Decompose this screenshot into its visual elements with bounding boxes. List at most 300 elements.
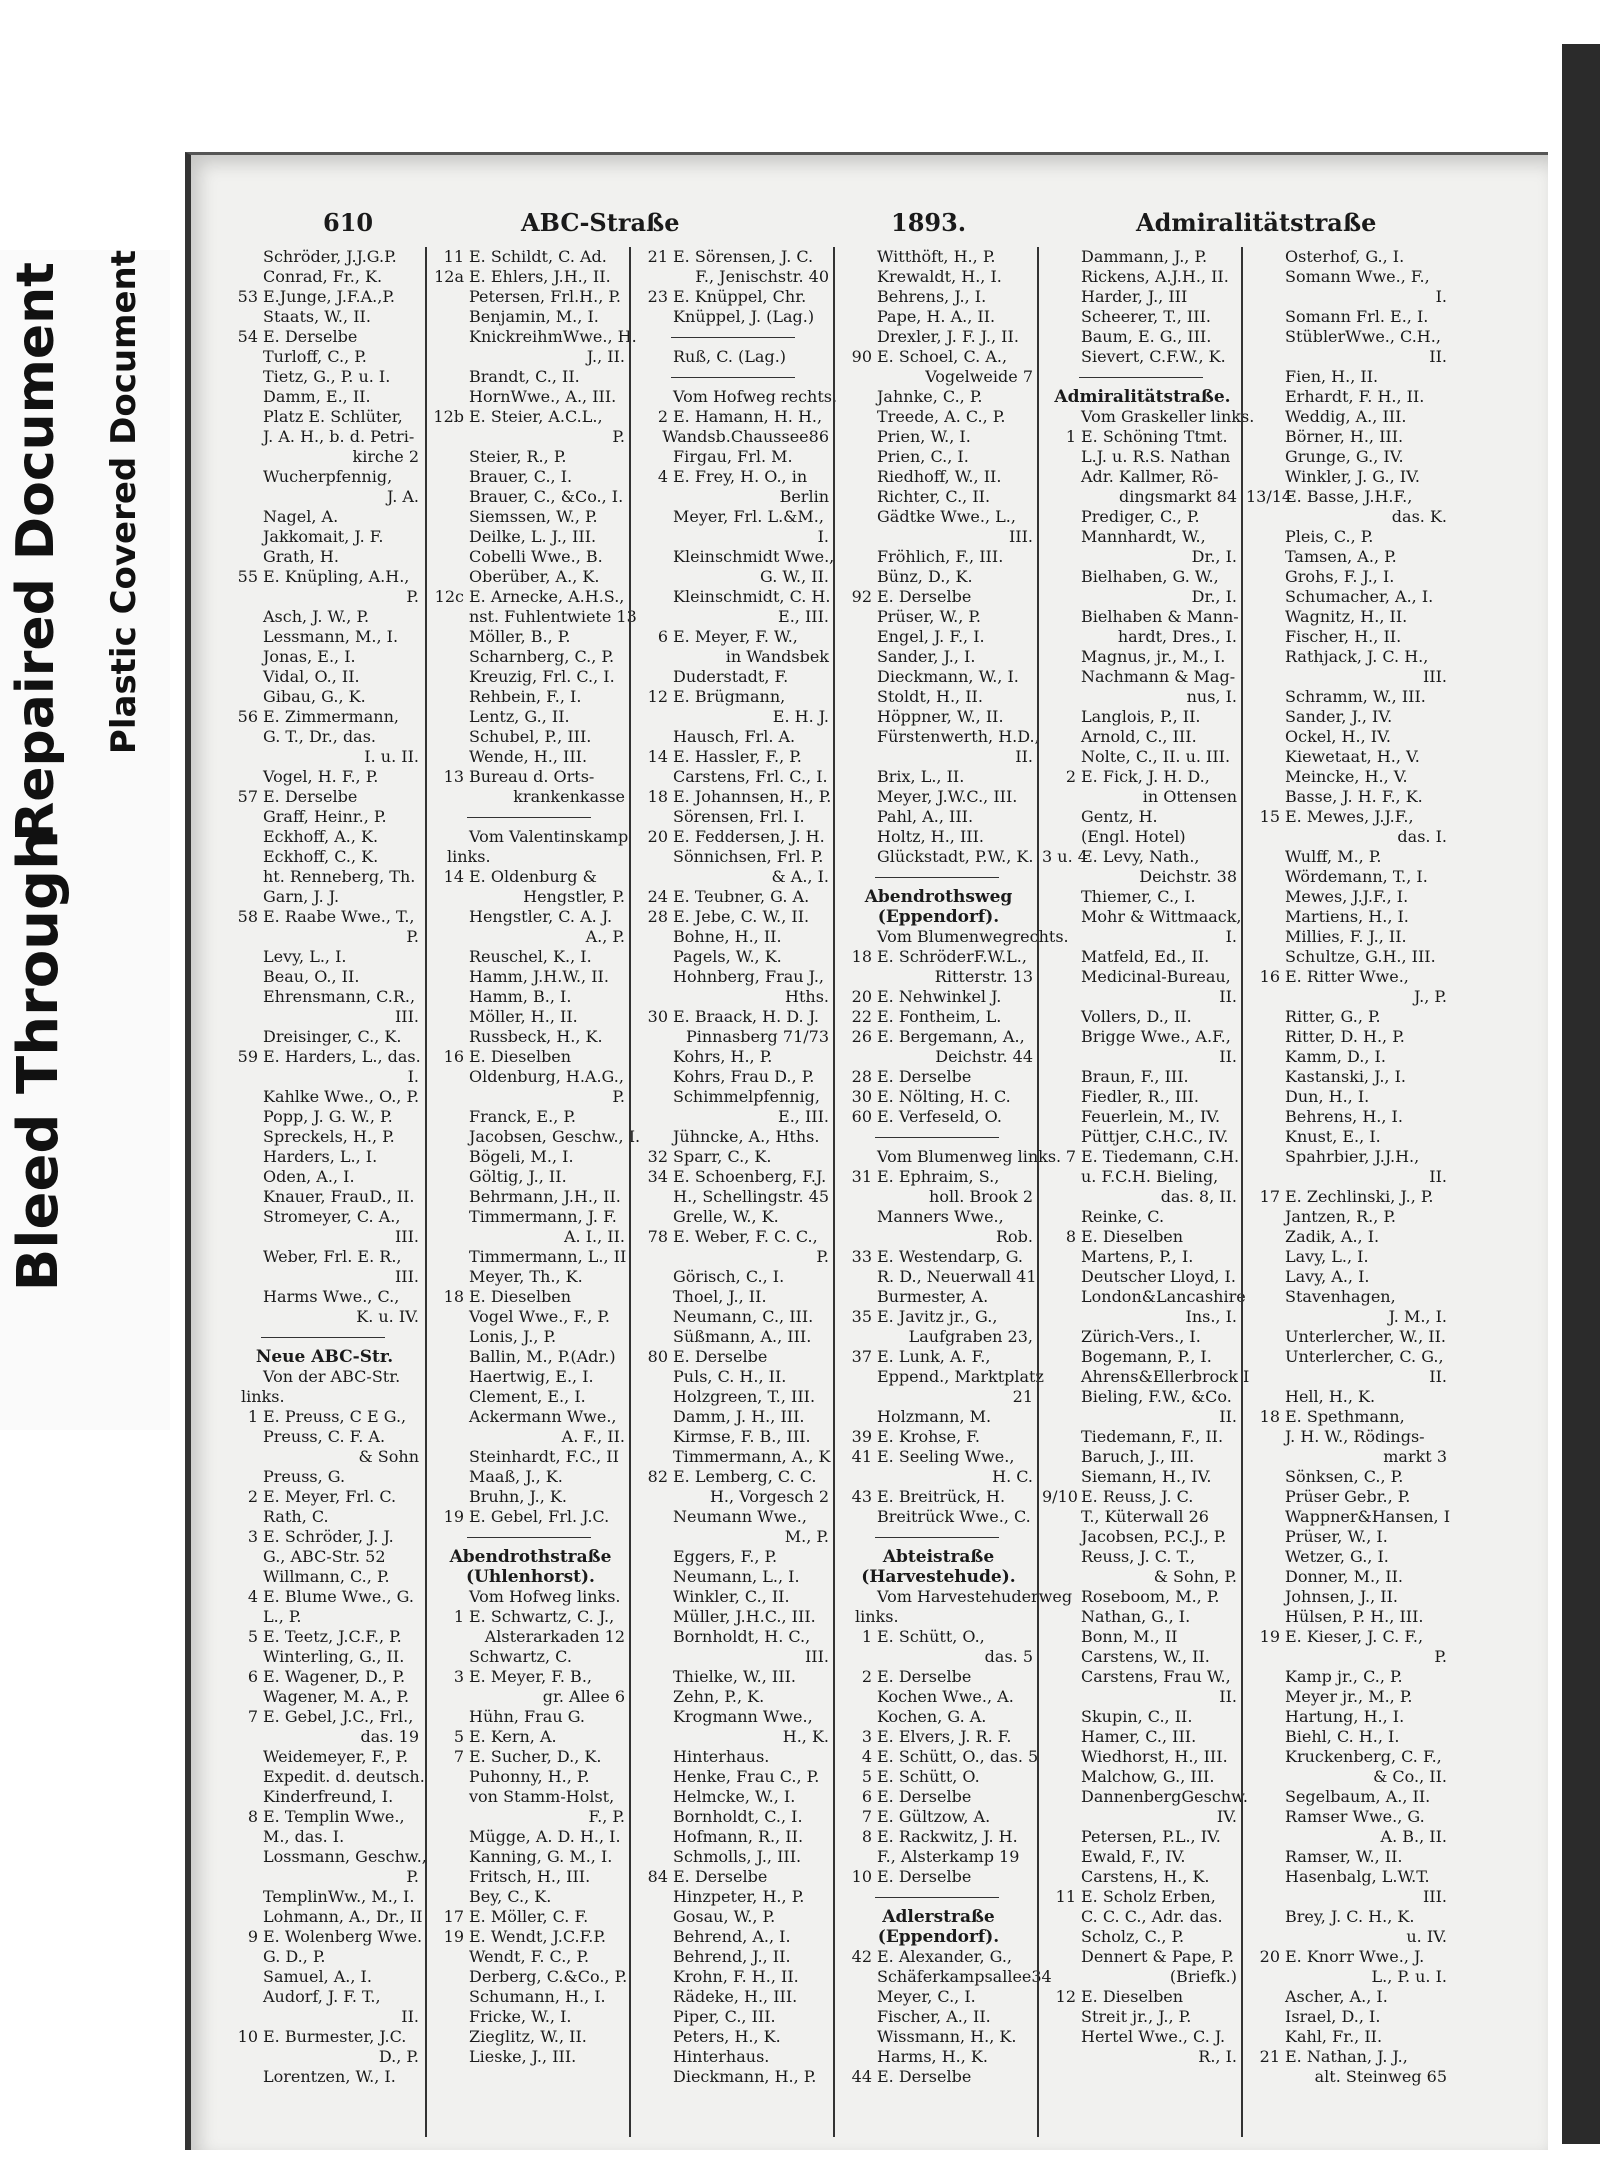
directory-entry: [631, 587, 835, 607]
directory-entry: [631, 1827, 835, 1847]
entry-text: A. I., II.: [563, 1227, 625, 1246]
directory-entry: [427, 407, 631, 427]
directory-entry: [835, 1087, 1039, 1107]
entry-continuation: [1243, 2067, 1453, 2087]
entry-text: HornWwe., A., III.: [469, 387, 617, 406]
entry-text: gr. Allee 6: [542, 1687, 625, 1706]
entry-text: E. Dieselben: [469, 1047, 572, 1066]
directory-entry: [427, 1587, 631, 1607]
entry-text: Höppner, W., II.: [877, 707, 1004, 726]
entry-continuation: [631, 267, 835, 287]
directory-entry: [1039, 1087, 1243, 1107]
directory-entry: [835, 1107, 1039, 1127]
entry-text: Preuss, G.: [263, 1467, 346, 1486]
entry-text: Sander, J., I.: [877, 647, 976, 666]
entry-text: Rathjack, J. C. H.,: [1285, 647, 1429, 666]
entry-text: Fien, H., II.: [1285, 367, 1379, 386]
directory-entry: [1243, 327, 1453, 347]
directory-entry: [835, 1687, 1039, 1707]
house-number: 9/10: [1042, 1487, 1078, 1506]
entry-continuation: [631, 867, 835, 887]
directory-entry: [631, 1327, 835, 1347]
entry-text: E. Brügmann,: [673, 687, 786, 706]
entry-text: Meyer, Frl. L.&M.,: [673, 507, 824, 526]
directory-entry: [631, 1007, 835, 1027]
entry-continuation: [1243, 667, 1453, 687]
directory-entry: [1039, 307, 1243, 327]
directory-entry: [835, 1447, 1039, 1467]
house-number: 30: [647, 1007, 668, 1026]
directory-entry: [835, 1947, 1039, 1967]
entry-text: Süßmann, A., III.: [673, 1327, 812, 1346]
entry-text: Ritter, G., P.: [1285, 1007, 1381, 1026]
entry-text: Meyer, Th., K.: [469, 1267, 583, 1286]
house-number: 90: [851, 347, 872, 366]
entry-text: Möller, B., P.: [469, 627, 571, 646]
directory-entry: [221, 1107, 425, 1127]
directory-entry: [427, 667, 631, 687]
entry-continuation: [221, 2047, 425, 2067]
directory-entry: [835, 447, 1039, 467]
entry-text: Wetzer, G., I.: [1285, 1547, 1389, 1566]
house-number: 2: [1065, 767, 1076, 786]
entry-continuation: [835, 1047, 1039, 1067]
directory-entry: [835, 1867, 1039, 1887]
directory-entry: [221, 1627, 425, 1647]
entry-text: Firgau, Frl. M.: [673, 447, 793, 466]
house-number: 37: [851, 1347, 872, 1366]
entry-text: Spahrbier, J.J.H.,: [1285, 1147, 1420, 1166]
entry-text: F., Alsterkamp 19: [877, 1847, 1020, 1866]
entry-text: E. Raabe Wwe., T.,: [263, 907, 415, 926]
entry-text: Somann Frl. E., I.: [1285, 307, 1429, 326]
entry-continuation: [631, 1247, 835, 1267]
entry-continuation: [427, 1627, 631, 1647]
entry-text: Brandt, C., II.: [469, 367, 580, 386]
directory-entry: [221, 947, 425, 967]
directory-entry: [631, 1947, 835, 1967]
house-number: 6: [247, 1667, 258, 1686]
directory-entry: [835, 927, 1069, 947]
entry-text: II.: [1429, 347, 1447, 366]
directory-entry: [631, 1587, 835, 1607]
entry-continuation: [1243, 1827, 1453, 1847]
entry-text: Wende, H., III.: [469, 747, 588, 766]
entry-text: II.: [1429, 1367, 1447, 1386]
directory-entry: [835, 1707, 1039, 1727]
entry-text: Fritsch, H., III.: [469, 1867, 591, 1886]
entry-text: Weidemeyer, F., P.: [263, 1747, 409, 1766]
directory-entry: [631, 667, 835, 687]
directory-entry: [1039, 1847, 1243, 1867]
entry-text: Harder, J., III: [1081, 287, 1188, 306]
entry-text: E. Fick, J. H. D.,: [1081, 767, 1210, 786]
entry-text: E. Meyer, F. B.,: [469, 1667, 592, 1686]
directory-entry: [1039, 1267, 1243, 1287]
entry-text: Helmcke, W., I.: [673, 1787, 796, 1806]
entry-text: E. Ephraim, S.,: [877, 1167, 1000, 1186]
entry-text: Feuerlein, M., IV.: [1081, 1107, 1221, 1126]
house-number: 43: [851, 1487, 872, 1506]
entry-text: Vom Harvestehuderweg: [877, 1587, 1073, 1606]
entry-text: Fröhlich, F., III.: [877, 547, 1004, 566]
directory-entry: [221, 367, 425, 387]
entry-text: Baruch, J., III.: [1081, 1447, 1195, 1466]
directory-entry: [1039, 1387, 1243, 1407]
directory-entry: [835, 327, 1039, 347]
directory-entry: [631, 1307, 835, 1327]
directory-entry: [221, 707, 425, 727]
directory-entry: [221, 1687, 425, 1707]
entry-text: Braun, F., III.: [1081, 1067, 1189, 1086]
entry-text: von Stamm-Holst,: [469, 1787, 615, 1806]
house-number: 2: [657, 407, 668, 426]
entry-text: E. Dieselben: [469, 1287, 572, 1306]
directory-entry: [1039, 1827, 1243, 1847]
directory-entry: [1243, 1667, 1453, 1687]
entry-text: Krogmann Wwe.,: [673, 1707, 813, 1726]
directory-entry: [221, 307, 425, 327]
entry-text: E. Schwartz, C. J.,: [469, 1607, 615, 1626]
entry-text: Grath, H.: [263, 547, 339, 566]
entry-text: E. Nathan, J. J.,: [1285, 2047, 1408, 2066]
directory-entry: [1039, 347, 1243, 367]
directory-column-5: [1037, 247, 1255, 2137]
house-number: 17: [443, 1907, 464, 1926]
house-number: 58: [237, 907, 258, 926]
entry-text: E. Frey, H. O., in: [673, 467, 808, 486]
directory-entry: [1039, 247, 1243, 267]
directory-entry: [1243, 467, 1453, 487]
directory-entry: [631, 1687, 835, 1707]
section-divider: [467, 1527, 591, 1538]
directory-entry: [1039, 827, 1243, 847]
directory-entry: [1039, 1707, 1243, 1727]
section-divider: [875, 1527, 999, 1538]
entry-text: Lonis, J., P.: [469, 1327, 557, 1346]
entry-text: Wappner&Hansen, I: [1285, 1507, 1451, 1526]
entry-text: III.: [1008, 527, 1033, 546]
entry-text: III.: [394, 1227, 419, 1246]
directory-entry: [835, 1667, 1039, 1687]
house-number: 3: [453, 1667, 464, 1686]
directory-entry: [1039, 1727, 1243, 1747]
entry-text: kirche 2: [352, 447, 419, 466]
entry-text: II.: [1015, 747, 1033, 766]
directory-entry: [1039, 847, 1243, 867]
directory-entry: [221, 967, 425, 987]
entry-text: Prüser, W., I.: [1285, 1527, 1388, 1546]
directory-entry: [1039, 1547, 1243, 1567]
directory-entry: [835, 2007, 1039, 2027]
entry-text: holl. Brook 2: [929, 1187, 1033, 1206]
directory-entry: [221, 1967, 425, 1987]
entry-text: Hülsen, P. H., III.: [1285, 1607, 1424, 1626]
house-number: 84: [647, 1867, 668, 1886]
directory-entry: [1243, 1007, 1453, 1027]
entry-text: in Ottensen: [1142, 787, 1237, 806]
house-number: 18: [1259, 1407, 1280, 1426]
directory-entry: [221, 347, 425, 367]
directory-entry: [1039, 1127, 1243, 1147]
directory-entry: [631, 1147, 835, 1167]
directory-entry: [835, 1787, 1039, 1807]
house-number: 3: [247, 1527, 258, 1546]
entry-text: E. SchröderF.W.L.,: [877, 947, 1027, 966]
directory-entry: [427, 1107, 631, 1127]
directory-entry: [631, 467, 835, 487]
entry-text: E. Derselbe: [673, 1347, 768, 1366]
entry-text: Vom Graskeller links.: [1081, 407, 1255, 426]
entry-text: Mannhardt, W.,: [1081, 527, 1206, 546]
entry-text: I.: [1435, 287, 1447, 306]
house-number: 41: [851, 1447, 872, 1466]
directory-entry: [835, 347, 1039, 367]
entry-text: Lessmann, M., I.: [263, 627, 399, 646]
directory-entry: [221, 807, 425, 827]
directory-entry: [835, 267, 1039, 287]
entry-text: Adlerstraße: [882, 1907, 995, 1927]
directory-entry: [1243, 267, 1453, 287]
directory-entry: [427, 1927, 631, 1947]
entry-continuation: [221, 1307, 425, 1327]
directory-entry: [221, 1607, 425, 1627]
entry-text: T., Küterwall 26: [1081, 1507, 1209, 1526]
directory-entry: [1243, 367, 1453, 387]
entry-text: Ballin, M., P.(Adr.): [469, 1347, 616, 1366]
entry-text: E. Harders, L., das.: [263, 1047, 421, 1066]
entry-text: Kochen Wwe., A.: [877, 1687, 1014, 1706]
house-number: 13/14: [1246, 487, 1293, 506]
entry-text: Carstens, W., II.: [1081, 1647, 1210, 1666]
directory-entry: [427, 1467, 631, 1487]
entry-text: Kiewetaat, H., V.: [1285, 747, 1420, 766]
house-number: 8: [247, 1807, 258, 1826]
directory-entry: [1039, 267, 1243, 287]
directory-entry: [1039, 1367, 1250, 1387]
entry-text: E. Ehlers, J.H., II.: [469, 267, 611, 286]
directory-entry: [1243, 767, 1453, 787]
entry-text: Reuschel, K., I.: [469, 947, 592, 966]
entry-text: Eckhoff, A., K.: [263, 827, 379, 846]
entry-text: Hartung, H., I.: [1285, 1707, 1405, 1726]
entry-text: Bohne, H., II.: [673, 927, 782, 946]
entry-text: Ramser, W., II.: [1285, 1847, 1403, 1866]
directory-entry: [221, 627, 425, 647]
entry-continuation: [1039, 787, 1243, 807]
entry-text: Pape, H. A., II.: [877, 307, 996, 326]
entry-text: E. H. J.: [772, 707, 829, 726]
house-number: 18: [443, 1287, 464, 1306]
entry-text: Bögeli, M., I.: [469, 1147, 574, 1166]
entry-text: Asch, J. W., P.: [263, 607, 370, 626]
house-number: 4: [657, 467, 668, 486]
directory-entry: [427, 1867, 631, 1887]
entry-continuation: [1243, 1307, 1453, 1327]
entry-text: E. Reuss, J. C.: [1081, 1487, 1194, 1506]
directory-entry: [1039, 1247, 1243, 1267]
directory-entry: [1243, 867, 1453, 887]
directory-entry: [1243, 967, 1453, 987]
house-number: 53: [237, 287, 258, 306]
entry-text: E. Alexander, G.,: [877, 1947, 1013, 1966]
house-number: 12a: [434, 267, 464, 286]
house-number: 5: [247, 1627, 258, 1646]
entry-text: Schubel, P., III.: [469, 727, 592, 746]
directory-entry: [1243, 447, 1453, 467]
entry-text: Rehbein, F., I.: [469, 687, 582, 706]
entry-text: E. Jebe, C. W., II.: [673, 907, 810, 926]
entry-text: E. Knorr Wwe., J.: [1285, 1947, 1425, 1966]
directory-entry: [631, 727, 835, 747]
entry-text: Unterlercher, W., II.: [1285, 1327, 1446, 1346]
entry-text: III.: [1422, 667, 1447, 686]
entry-text: Wagnitz, H., II.: [1285, 607, 1408, 626]
directory-entry: [1243, 627, 1453, 647]
directory-entry: [835, 727, 1039, 747]
directory-entry: [1243, 947, 1453, 967]
directory-entry: [1243, 1607, 1453, 1627]
entry-text: E. Tiedemann, C.H.: [1081, 1147, 1240, 1166]
house-number: 7: [453, 1747, 464, 1766]
directory-entry: [427, 1907, 631, 1927]
entry-text: Vom Blumenwegrechts.: [877, 927, 1069, 946]
scanner-edge: [1562, 44, 1600, 2144]
entry-text: Görisch, C., I.: [673, 1267, 785, 1286]
directory-entry: [221, 247, 425, 267]
directory-entry: [1039, 447, 1243, 467]
section-divider: [1079, 367, 1203, 378]
entry-text: Popp, J. G. W., P.: [263, 1107, 393, 1126]
entry-text: Benjamin, M., I.: [469, 307, 599, 326]
entry-continuation: [427, 1687, 631, 1707]
entry-text: Matfeld, Ed., II.: [1081, 947, 1210, 966]
entry-text: alt. Steinweg 65: [1314, 2067, 1447, 2086]
entry-text: Bonn, M., II: [1081, 1627, 1178, 1646]
entry-text: (Engl. Hotel): [1081, 827, 1186, 846]
directory-entry: [631, 1547, 835, 1567]
directory-entry: [1243, 727, 1453, 747]
entry-text: Drexler, J. F. J., II.: [877, 327, 1019, 346]
directory-entry: [631, 1367, 835, 1387]
entry-text: & Sohn: [358, 1447, 419, 1466]
entry-text: Winkler, J. G., IV.: [1285, 467, 1420, 486]
directory-entry: [427, 1047, 631, 1067]
directory-entry: [221, 787, 425, 807]
entry-text: Baum, E. G., III.: [1081, 327, 1212, 346]
entry-text: nst. Fuhlentwiete 13: [469, 607, 637, 626]
entry-text: Fischer, A., II.: [877, 2007, 991, 2026]
entry-text: E. Westendarp, G.: [877, 1247, 1024, 1266]
entry-text: KnickreihmWwe., H.: [469, 327, 637, 346]
entry-text: Martens, P., I.: [1081, 1247, 1194, 1266]
house-number: 12c: [434, 587, 464, 606]
entry-text: Haertwig, E., I.: [469, 1367, 594, 1386]
entry-text: Ramser Wwe., G.: [1285, 1807, 1425, 1826]
directory-entry: [427, 747, 631, 767]
entry-text: E. Johannsen, H., P.: [673, 787, 832, 806]
entry-text: Garn, J. J.: [263, 887, 340, 906]
entry-text: Rickens, A.J.H., II.: [1081, 267, 1229, 286]
directory-entry: [631, 2027, 835, 2047]
entry-continuation: [835, 1227, 1039, 1247]
entry-text: Ritterstr. 13: [934, 967, 1033, 986]
entry-text: Möller, H., II.: [469, 1007, 578, 1026]
directory-entry: [631, 767, 835, 787]
entry-text: Ascher, A., I.: [1285, 1987, 1388, 2006]
entry-continuation: [1243, 1647, 1453, 1667]
directory-entry: [221, 1287, 425, 1307]
entry-text: Wendt, F. C., P.: [469, 1947, 590, 1966]
entry-text: Brix, L., II.: [877, 767, 965, 786]
directory-entry: [631, 387, 838, 407]
entry-text: Sönksen, C., P.: [1285, 1467, 1404, 1486]
entry-text: E. Burmester, J.C.: [263, 2027, 407, 2046]
directory-entry: [631, 1347, 835, 1367]
directory-entry: [427, 587, 631, 607]
entry-text: E. Verfeseld, O.: [877, 1107, 1002, 1126]
entry-text: E. Steier, A.C.L.,: [469, 407, 603, 426]
entry-text: Expedit. d. deutsch.: [263, 1767, 425, 1786]
entry-text: Bogemann, P., I.: [1081, 1347, 1212, 1366]
entry-continuation: [221, 2007, 425, 2027]
directory-entry: [427, 987, 631, 1007]
entry-text: Dieckmann, H., P.: [673, 2067, 817, 2086]
directory-entry: [1243, 847, 1453, 867]
entry-continuation: [1243, 1967, 1453, 1987]
entry-text: Meyer jr., M., P.: [1285, 1687, 1413, 1706]
page-number: 610: [323, 208, 374, 237]
entry-text: Wulff, M., P.: [1285, 847, 1382, 866]
directory-entry: [1243, 707, 1453, 727]
entry-direction: [835, 1607, 1039, 1627]
directory-entry: [221, 567, 425, 587]
entry-text: E. Meyer, Frl. C.: [263, 1487, 397, 1506]
entry-text: J., II.: [586, 347, 625, 366]
entry-text: u. F.C.H. Bieling,: [1081, 1167, 1219, 1186]
entry-text: Henke, Frau C., P.: [673, 1767, 820, 1786]
directory-entry: [427, 367, 631, 387]
entry-continuation: [1039, 1967, 1243, 1987]
directory-entry: [631, 1667, 835, 1687]
directory-entry: [427, 1487, 631, 1507]
directory-entry: [631, 807, 835, 827]
entry-text: E. Wendt, J.C.F.P.: [469, 1927, 606, 1946]
entry-continuation: [1039, 1047, 1243, 1067]
house-number: 42: [851, 1947, 872, 1966]
entry-continuation: [631, 1107, 835, 1127]
house-number: 4: [861, 1747, 872, 1766]
entry-text: Rath, C.: [263, 1507, 329, 1526]
house-number: 12: [647, 687, 668, 706]
directory-entry: [221, 1847, 425, 1867]
entry-text: E. Scholz Erben,: [1081, 1887, 1216, 1906]
entry-continuation: [631, 1027, 835, 1047]
house-number: 6: [657, 627, 668, 646]
directory-entry: [427, 1987, 631, 2007]
directory-entry: [631, 1987, 835, 2007]
entry-text: (Briefk.): [1169, 1967, 1237, 1986]
entry-direction: [427, 847, 631, 867]
section-divider: [671, 367, 795, 378]
entry-text: P.: [612, 427, 625, 446]
entry-text: E. Dieselben: [1081, 1227, 1184, 1246]
directory-entry: [835, 2027, 1039, 2047]
entry-text: Thoel, J., II.: [673, 1287, 767, 1306]
house-number: 28: [647, 907, 668, 926]
entry-text: & Sohn, P.: [1153, 1567, 1237, 1586]
entry-text: Bielhaben & Mann-: [1081, 607, 1239, 626]
